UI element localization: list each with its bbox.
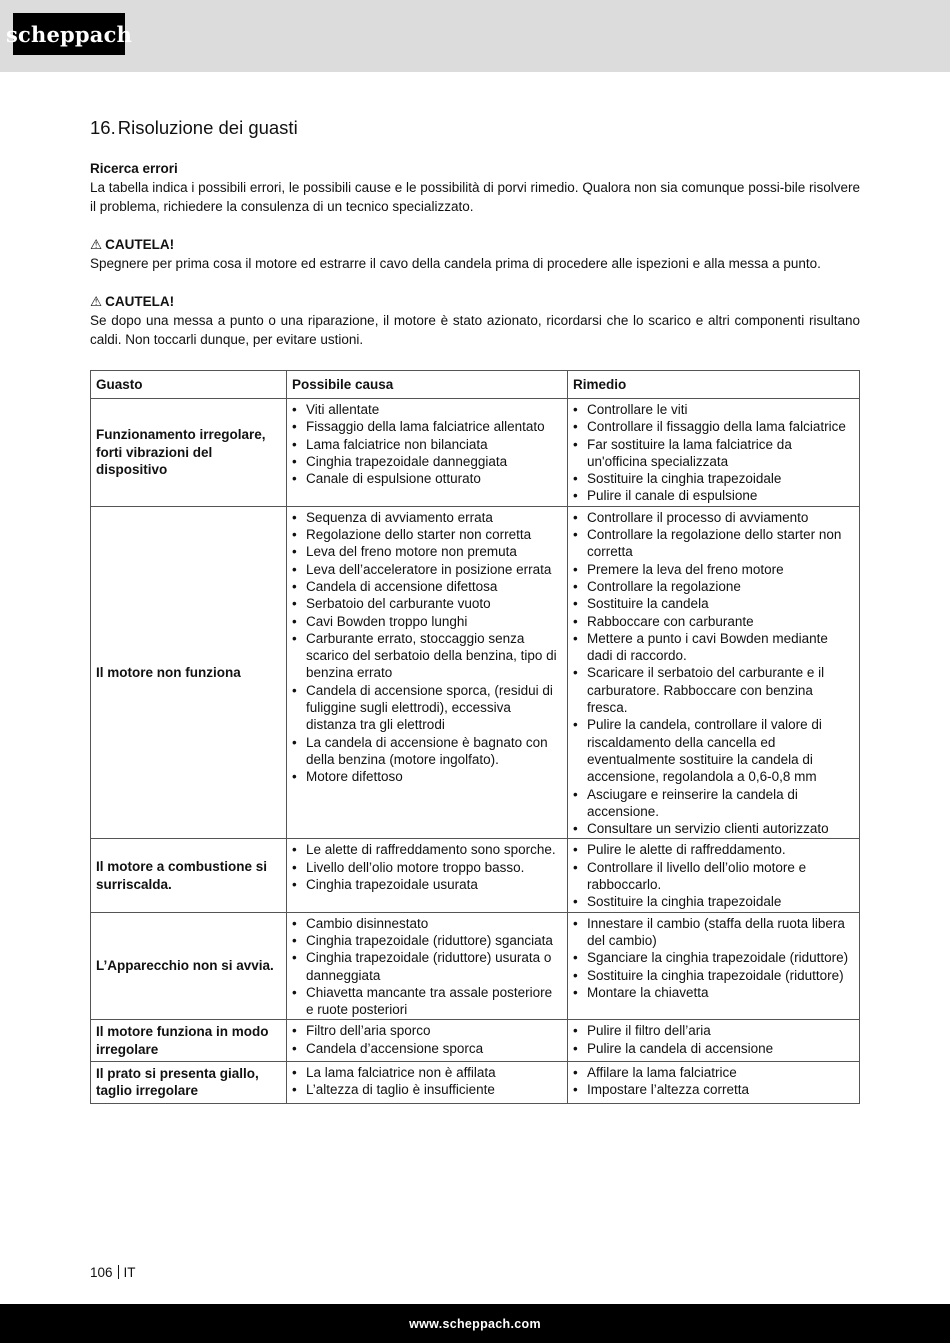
table-row bbox=[91, 1020, 860, 1062]
intro-paragraph: La tabella indica i possibili errori, le possibili cause e le possibilità di porvi rimedio. Qualora non sia comunque possi-bile risolvere il problema, richiedere la consulenza di un tecnico specializzato. bbox=[90, 180, 860, 214]
cause-item: • Candela di accensione sporca, (residui di fuliggine sugli elettrodi), eccessiva distanza tra gli elettrodi bbox=[292, 682, 563, 734]
fault-cell: L’Apparecchio non si avvia. bbox=[91, 912, 287, 1020]
remedy-item: • Sostituire la candela bbox=[573, 595, 855, 612]
cause-item: • Sequenza di avviamento errata bbox=[292, 509, 563, 526]
warning-text: Se dopo una messa a punto o una riparazione, il motore è stato azionato, ricordarsi che lo scarico e altri componenti risultano caldi. Non toccarli dunque, per evitare ustioni. bbox=[90, 313, 860, 347]
table-row bbox=[91, 399, 860, 507]
remedy-item: • Pulire la candela, controllare il valore di riscaldamento della cancella ed eventualmente sostituire la candela di accensione, regolandola a 0,6-0,8 mm bbox=[573, 716, 855, 785]
remedy-item: • Scaricare il serbatoio del carburante e il carburatore. Rabboccare con benzina fresca. bbox=[573, 664, 855, 716]
remedy-cell bbox=[568, 1061, 860, 1103]
remedy-item: • Controllare le viti bbox=[573, 401, 855, 418]
remedy-item: • Sostituire la cinghia trapezoidale bbox=[573, 893, 855, 910]
remedy-item: • Far sostituire la lama falciatrice da un'officina specializzata bbox=[573, 436, 855, 471]
remedy-item: • Pulire la candela di accensione bbox=[573, 1040, 855, 1057]
cause-item: • La lama falciatrice non è affilata bbox=[292, 1064, 563, 1081]
remedy-item: • Affilare la lama falciatrice bbox=[573, 1064, 855, 1081]
remedy-item: • Mettere a punto i cavi Bowden mediante dadi di raccordo. bbox=[573, 630, 855, 665]
remedy-item: • Controllare la regolazione bbox=[573, 578, 855, 595]
footer-band bbox=[0, 1304, 950, 1343]
remedy-item: • Pulire le alette di raffreddamento. bbox=[573, 841, 855, 858]
fault-cell: Il motore non funziona bbox=[91, 506, 287, 839]
remedy-item: • Asciugare e reinserire la candela di accensione. bbox=[573, 786, 855, 821]
remedy-item: • Sganciare la cinghia trapezoidale (riduttore) bbox=[573, 949, 855, 966]
bullet-list bbox=[292, 509, 563, 786]
remedy-item: • Pulire il filtro dell’aria bbox=[573, 1022, 855, 1039]
remedy-item: • Sostituire la cinghia trapezoidale bbox=[573, 470, 855, 487]
table-row bbox=[91, 912, 860, 1020]
cause-item: • Candela di accensione difettosa bbox=[292, 578, 563, 595]
table-row bbox=[91, 506, 860, 839]
cause-item: • Cinghia trapezoidale usurata bbox=[292, 876, 563, 893]
separator bbox=[118, 1265, 119, 1279]
cause-item: • Fissaggio della lama falciatrice allentato bbox=[292, 418, 563, 435]
cause-item: • Leva del freno motore non premuta bbox=[292, 543, 563, 560]
bullet-list bbox=[573, 1022, 855, 1057]
remedy-item: • Consultare un servizio clienti autorizzato bbox=[573, 820, 855, 837]
cause-item: • Motore difettoso bbox=[292, 768, 563, 785]
fault-cell: Il motore a combustione si surriscalda. bbox=[91, 839, 287, 912]
bullet-list bbox=[573, 1064, 855, 1099]
remedy-cell bbox=[568, 912, 860, 1020]
remedy-item: • Controllare la regolazione dello starter non corretta bbox=[573, 526, 855, 561]
fault-cell: Il motore funziona in modo irregolare bbox=[91, 1020, 287, 1062]
cause-cell bbox=[287, 1020, 568, 1062]
cause-item: • Lama falciatrice non bilanciata bbox=[292, 436, 563, 453]
remedy-item: • Controllare il fissaggio della lama falciatrice bbox=[573, 418, 855, 435]
fault-cell: Funzionamento irregolare, forti vibrazioni del dispositivo bbox=[91, 399, 287, 507]
cause-item: • La candela di accensione è bagnato con della benzina (motore ingolfato). bbox=[292, 734, 563, 769]
cause-item: • Cinghia trapezoidale danneggiata bbox=[292, 453, 563, 470]
cause-cell bbox=[287, 839, 568, 912]
bullet-list bbox=[573, 841, 855, 910]
remedy-item: • Controllare il livello dell’olio motore e rabboccarlo. bbox=[573, 859, 855, 894]
remedy-item: • Innestare il cambio (staffa della ruota libera del cambio) bbox=[573, 915, 855, 950]
table-header-row bbox=[91, 371, 860, 399]
cause-item: • Livello dell’olio motore troppo basso. bbox=[292, 859, 563, 876]
column-header-fault: Guasto bbox=[91, 371, 287, 399]
section-number: 16. bbox=[90, 117, 116, 138]
column-header-remedy: Rimedio bbox=[568, 371, 860, 399]
website-link[interactable]: www.scheppach.com bbox=[409, 1316, 541, 1331]
brand-logo: scheppach bbox=[13, 13, 125, 55]
remedy-item: • Pulire il canale di espulsione bbox=[573, 487, 855, 504]
remedy-item: • Sostituire la cinghia trapezoidale (riduttore) bbox=[573, 967, 855, 984]
cause-item: • Cavi Bowden troppo lunghi bbox=[292, 613, 563, 630]
warning-triangle-icon: ⚠ bbox=[90, 294, 103, 309]
remedy-item: • Impostare l’altezza corretta bbox=[573, 1081, 855, 1098]
fault-cell: Il prato si presenta giallo, taglio irregolare bbox=[91, 1061, 287, 1103]
cause-item: • Cambio disinnestato bbox=[292, 915, 563, 932]
cause-item: • Candela d’accensione sporca bbox=[292, 1040, 563, 1057]
troubleshooting-table bbox=[90, 370, 860, 1104]
cause-item: • Carburante errato, stoccaggio senza scarico del serbatoio della benzina, tipo di benzina errato bbox=[292, 630, 563, 682]
remedy-cell bbox=[568, 399, 860, 507]
cause-cell bbox=[287, 912, 568, 1020]
warning-text: Spegnere per prima cosa il motore ed estrarre il cavo della candela prima di procedere alle ispezioni e alla messa a punto. bbox=[90, 256, 821, 271]
remedy-item: • Montare la chiavetta bbox=[573, 984, 855, 1001]
bullet-list bbox=[573, 915, 855, 1001]
cause-item: • L’altezza di taglio è insufficiente bbox=[292, 1081, 563, 1098]
remedy-cell bbox=[568, 1020, 860, 1062]
cause-item: • Viti allentate bbox=[292, 401, 563, 418]
remedy-item: • Rabboccare con carburante bbox=[573, 613, 855, 630]
table-row bbox=[91, 1061, 860, 1103]
section-title bbox=[90, 115, 860, 141]
cause-item: • Cinghia trapezoidale (riduttore) usurata o danneggiata bbox=[292, 949, 563, 984]
section-title-text: Risoluzione dei guasti bbox=[117, 117, 298, 138]
subheading: Ricerca errori bbox=[90, 161, 178, 176]
cause-item: • Canale di espulsione otturato bbox=[292, 470, 563, 487]
page-number: 106 IT bbox=[90, 1265, 136, 1280]
column-header-cause: Possibile causa bbox=[287, 371, 568, 399]
bullet-list bbox=[292, 1064, 563, 1099]
bullet-list bbox=[573, 509, 855, 838]
remedy-item: • Controllare il processo di avviamento bbox=[573, 509, 855, 526]
header-band bbox=[0, 0, 950, 72]
main-content bbox=[90, 115, 860, 349]
cause-item: • Filtro dell’aria sporco bbox=[292, 1022, 563, 1039]
bullet-list bbox=[292, 401, 563, 487]
bullet-list bbox=[573, 401, 855, 505]
warning-title: ⚠ CAUTELA! bbox=[90, 237, 175, 252]
bullet-list bbox=[292, 1022, 563, 1057]
cause-item: • Cinghia trapezoidale (riduttore) sganciata bbox=[292, 932, 563, 949]
cause-item: • Chiavetta mancante tra assale posteriore e ruote posteriori bbox=[292, 984, 563, 1019]
cause-cell bbox=[287, 1061, 568, 1103]
cause-item: • Leva dell’acceleratore in posizione errata bbox=[292, 561, 563, 578]
remedy-cell bbox=[568, 506, 860, 839]
remedy-item: • Premere la leva del freno motore bbox=[573, 561, 855, 578]
remedy-cell bbox=[568, 839, 860, 912]
warning-triangle-icon: ⚠ bbox=[90, 237, 103, 252]
table-row bbox=[91, 839, 860, 912]
bullet-list bbox=[292, 915, 563, 1019]
cause-item: • Le alette di raffreddamento sono sporche. bbox=[292, 841, 563, 858]
cause-cell bbox=[287, 506, 568, 839]
cause-cell bbox=[287, 399, 568, 507]
warning-title: ⚠ CAUTELA! bbox=[90, 294, 175, 309]
cause-item: • Regolazione dello starter non corretta bbox=[292, 526, 563, 543]
cause-item: • Serbatoio del carburante vuoto bbox=[292, 595, 563, 612]
bullet-list bbox=[292, 841, 563, 893]
